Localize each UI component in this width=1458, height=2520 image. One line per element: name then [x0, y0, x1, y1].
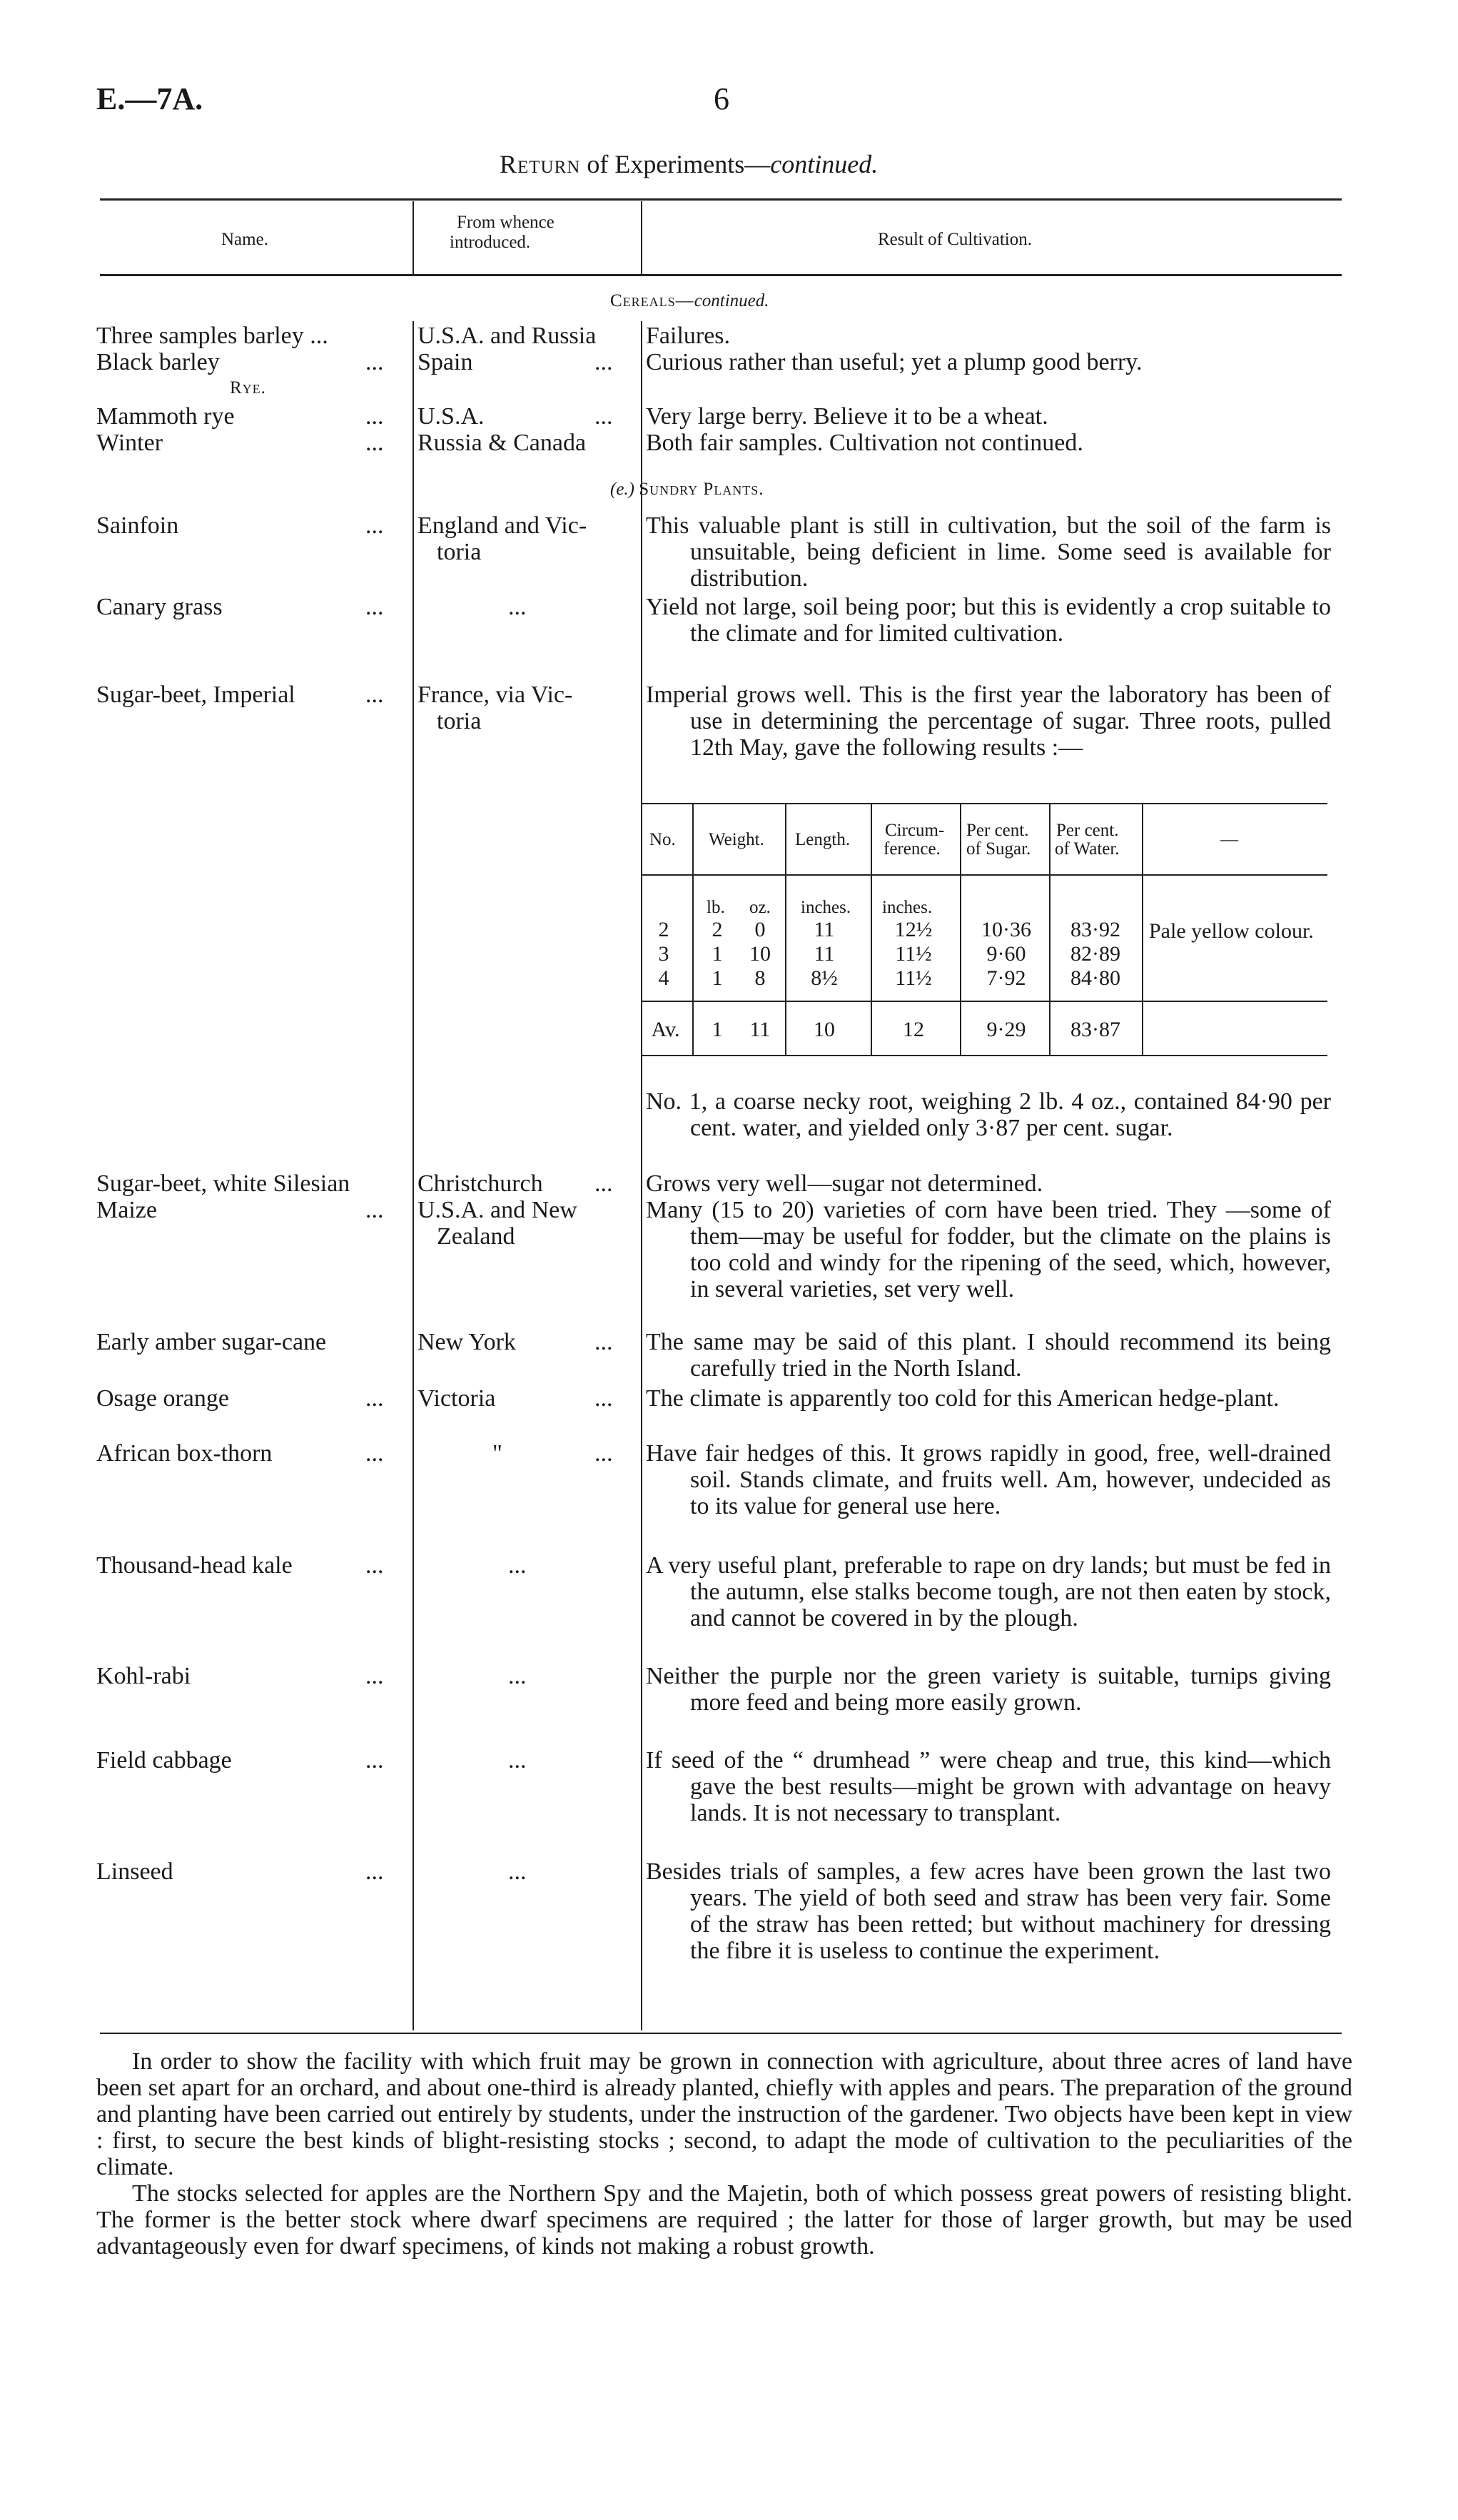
section-rye: Rye. [230, 378, 266, 398]
subtable-header-circ2: ference. [884, 839, 941, 859]
row-name: Kohl-rabi [96, 1663, 191, 1689]
row-name: Mammoth rye [96, 403, 235, 430]
beet-avg-cell: 83·87 [1070, 1018, 1120, 1041]
row-result [646, 1197, 1331, 1302]
column-header-name: Name. [221, 230, 268, 249]
unit-circ: inches. [882, 898, 933, 917]
row-from: Spain [417, 349, 473, 375]
subtable-header-water2: of Water. [1055, 839, 1120, 859]
page-number: 6 [714, 81, 729, 116]
row-result: Grows very well—sugar not determined. [646, 1170, 1043, 1197]
row-from: France, via Vic- [417, 682, 573, 708]
row-result [646, 594, 1331, 647]
section-cereals-cont: continued. [694, 291, 769, 310]
leader-dots: ... [365, 594, 384, 620]
title-rest: of Experiments— [580, 150, 771, 178]
row-name: Sugar-beet, white Silesian [96, 1170, 350, 1197]
subtable-top-rule [642, 803, 1327, 804]
leader-dots: ... [365, 1197, 384, 1223]
leader-dots: ... [365, 1440, 384, 1467]
row-name [96, 323, 328, 349]
row-result [646, 1552, 1331, 1631]
header-divider-1 [412, 201, 414, 274]
row-name: Early amber sugar-cane [96, 1329, 327, 1355]
subtable-col [692, 804, 694, 1055]
result-text: If seed of the “ drumhead ” were cheap and true, this kind—which gave the best results—might be grown with advantage on heavy lands. It is not necessary to transplant. [646, 1747, 1331, 1826]
section-sundry [610, 480, 764, 500]
subtable-bottom-rule [642, 1055, 1327, 1056]
row-result [646, 682, 1331, 761]
leader-dots: ... [310, 323, 328, 349]
title-cont: continued. [770, 150, 879, 178]
row-from-cont: Zealand [437, 1223, 515, 1250]
unit-length: inches. [801, 898, 851, 917]
leader-dots: ... [365, 1385, 384, 1412]
leader-dots: ... [365, 1663, 384, 1689]
row-name: Thousand-head kale [96, 1552, 293, 1579]
result-text: Neither the purple nor the green variety is suitable, turnips giving more feed and being more easily grown. [646, 1663, 1331, 1716]
row-from: ... [508, 594, 527, 620]
row-from: New York [417, 1329, 516, 1355]
document-code: E.—7A. [96, 81, 203, 116]
beet-cell: 7·92 [986, 966, 1026, 990]
beet-cell: 8½ [811, 966, 838, 990]
result-text: The same may be said of this plant. I should recommend its being carefully tried in the North Island. [646, 1329, 1331, 1382]
row-result: Very large berry. Believe it to be a wheat. [646, 403, 1048, 430]
row-from: U.S.A. and Russia [417, 323, 597, 349]
row-result [646, 1663, 1331, 1716]
table-top-rule [100, 198, 1342, 201]
row-from-cont: toria [437, 539, 482, 565]
subtable-header-length: Length. [795, 830, 851, 849]
beet-cell: 10·36 [981, 918, 1031, 941]
leader-dots: ... [594, 403, 613, 430]
leader-dots: ... [594, 1170, 613, 1197]
row-result [646, 1440, 1331, 1519]
row-name: Sugar-beet, Imperial [96, 682, 295, 708]
row-name [96, 349, 220, 375]
subtable-header-rule [642, 874, 1327, 876]
beet-note-paragraph [646, 1088, 1331, 1141]
result-text: This valuable plant is still in cultivation, but the soil of the farm is unsuitable, being deficient in lime. Some seed is available for distribution. [646, 512, 1331, 592]
row-from: Russia & Canada [417, 430, 587, 456]
leader-dots: ... [594, 1329, 613, 1355]
beet-cell: 2 [658, 918, 669, 941]
beet-cell: 0 [754, 918, 766, 941]
section-sundry-label: Sundry Plants. [639, 480, 764, 499]
beet-avg-cell: Av. [651, 1018, 680, 1041]
beet-avg-cell: 9·29 [986, 1018, 1026, 1041]
result-text: Imperial grows well. This is the first year the laboratory has been of use in determining the percentage of sugar. Three roots, pulled 12th May, gave the following results :— [646, 682, 1331, 761]
body-paragraphs [96, 2048, 1352, 2260]
row-result [646, 1329, 1331, 1382]
subtable-avg-rule [642, 1001, 1327, 1002]
name-text: Three samples barley [96, 323, 304, 349]
subtable-col [1049, 804, 1051, 1055]
table-header-rule [100, 274, 1342, 276]
row-from: U.S.A. [417, 403, 485, 430]
row-name: Linseed [96, 1858, 173, 1885]
leader-dots: ... [365, 403, 384, 430]
unit-lb: lb. [707, 898, 725, 917]
leader-dots: ... [365, 1858, 384, 1885]
section-cereals [610, 291, 769, 311]
row-from: ... [508, 1663, 527, 1689]
leader-dots: ... [365, 349, 384, 375]
subtable-header-circ1: Circum- [885, 821, 945, 840]
paragraph: The stocks selected for apples are the Northern Spy and the Majetin, both of which possess great powers of resisting blight. The former is the better stock where dwarf specimens are required ; the latter for those of larger growth, but may be used advantageously even for dwarf specimens, of kinds not making a robust growth. [96, 2180, 1352, 2260]
beet-cell: 1 [712, 942, 723, 966]
subtable-col [960, 804, 961, 1055]
beet-cell: 83·92 [1070, 918, 1120, 941]
result-text: Besides trials of samples, a few acres have been grown the last two years. The yield of both seed and straw has been very fair. Some of the straw has been retted; but without machinery for dressing the fibre it is useless to continue the experiment. [646, 1858, 1331, 1964]
row-result [646, 512, 1331, 592]
beet-cell: 2 [712, 918, 723, 941]
subtable-col [785, 804, 786, 1055]
result-text: A very useful plant, preferable to rape on dry lands; but must be fed in the autumn, else stalks become tough, are not then eaten by stock, and cannot be covered in by the plough. [646, 1552, 1331, 1631]
row-from: Victoria [417, 1385, 496, 1412]
row-from: England and Vic- [417, 512, 587, 539]
leader-dots: ... [594, 1385, 613, 1412]
leader-dots: ... [594, 349, 613, 375]
column-header-result: Result of Cultivation. [878, 230, 1032, 249]
body-divider-1 [412, 321, 414, 2030]
row-name: Winter [96, 430, 163, 456]
row-from: ... [508, 1552, 527, 1579]
section-cereals-label: Cereals— [610, 291, 694, 310]
row-name: Sainfoin [96, 512, 179, 539]
leader-dots: ... [365, 430, 384, 456]
subtable-header-sugar1: Per cent. [966, 821, 1029, 840]
beet-avg-cell: 1 [712, 1018, 723, 1041]
result-text: No. 1, a coarse necky root, weighing 2 lb. 4 oz., contained 84·90 per cent. water, and yielded only 3·87 per cent. sugar. [646, 1088, 1331, 1141]
leader-dots: ... [365, 1552, 384, 1579]
row-name: Canary grass [96, 594, 223, 620]
subtable-col [871, 804, 872, 1055]
beet-avg-cell: 10 [814, 1018, 835, 1041]
ditto-mark: " [492, 1440, 502, 1467]
beet-cell: 11½ [895, 942, 932, 966]
beet-cell: 12½ [894, 918, 933, 941]
result-text: Many (15 to 20) varieties of corn have been tried. They —some of them—may be useful for fodder, but the climate on the plains is too cold and windy for the ripening of the seed, which, however, in several varieties, set very well. [646, 1197, 1331, 1302]
row-from: ... [508, 1747, 527, 1773]
beet-cell: 11 [814, 918, 835, 941]
name-text: Black barley [96, 349, 220, 375]
beet-cell: 11½ [895, 966, 932, 990]
subtable-header-weight: Weight. [709, 830, 764, 849]
beet-note: Pale yellow colour. [1149, 919, 1314, 943]
beet-cell: 82·89 [1070, 942, 1120, 966]
subtable-col [1142, 804, 1143, 1055]
unit-oz: oz. [749, 898, 771, 917]
beet-cell: 3 [658, 942, 669, 966]
result-text: Have fair hedges of this. It grows rapidly in good, free, well-drained soil. Stands climate, and fruits well. Am, however, undecided as to its value for general use here. [646, 1440, 1331, 1519]
subtable-header-extra: — [1220, 830, 1238, 849]
table-bottom-rule [100, 2033, 1342, 2034]
leader-dots: ... [365, 512, 384, 539]
beet-cell: 9·60 [986, 942, 1026, 966]
row-from-cont: toria [437, 708, 482, 734]
result-text: The climate is apparently too cold for this American hedge-plant. [646, 1385, 1280, 1412]
row-result: Failures. [646, 323, 731, 349]
row-name: Field cabbage [96, 1747, 232, 1773]
row-from: ... [508, 1858, 527, 1885]
column-header-from-2: introduced. [450, 233, 531, 252]
beet-cell: 11 [814, 942, 835, 966]
section-sundry-prefix: (e.) [610, 480, 634, 499]
beet-cell: 1 [712, 966, 723, 990]
page-title [500, 151, 878, 178]
row-result [646, 1858, 1331, 1964]
paragraph: In order to show the facility with which fruit may be grown in connection with agriculture, about three acres of land have been set apart for an orchard, and about one-third is already planted, chiefly with apples and pears. The preparation of the ground and planting have been carried out entirely by students, under the instruction of the gardener. Two objects have been kept in view : first, to secure the best kinds of blight-resisting stocks ; second, to adapt the mode of cultivation to the peculiarities of the climate. [96, 2048, 1352, 2180]
row-result: Curious rather than useful; yet a plump good berry. [646, 349, 1143, 375]
row-name: Maize [96, 1197, 157, 1223]
row-result: Both fair samples. Cultivation not continued. [646, 430, 1083, 456]
row-from: U.S.A. and New [417, 1197, 577, 1223]
beet-avg-cell: 12 [903, 1018, 924, 1041]
body-divider-2 [641, 321, 642, 2030]
header-divider-2 [641, 201, 642, 274]
result-text: Yield not large, soil being poor; but this is evidently a crop suitable to the climate and for limited cultivation. [646, 594, 1331, 647]
column-header-from-1: From whence [457, 213, 555, 232]
row-name: Osage orange [96, 1385, 229, 1412]
row-name: African box-thorn [96, 1440, 273, 1467]
beet-cell: 10 [749, 942, 771, 966]
beet-cell: 84·80 [1070, 966, 1120, 990]
title-lead: Return [500, 150, 581, 178]
leader-dots: ... [365, 682, 384, 708]
beet-avg-cell: 11 [749, 1018, 771, 1041]
beet-cell: 4 [658, 966, 669, 990]
beet-cell: 8 [754, 966, 766, 990]
subtable-header-sugar2: of Sugar. [966, 839, 1031, 859]
leader-dots: ... [594, 1440, 613, 1467]
row-result [646, 1747, 1331, 1826]
subtable-header-no: No. [649, 830, 676, 849]
leader-dots: ... [365, 1747, 384, 1773]
row-from: Christchurch [417, 1170, 543, 1197]
subtable-header-water1: Per cent. [1056, 821, 1119, 840]
row-result [646, 1385, 1331, 1412]
